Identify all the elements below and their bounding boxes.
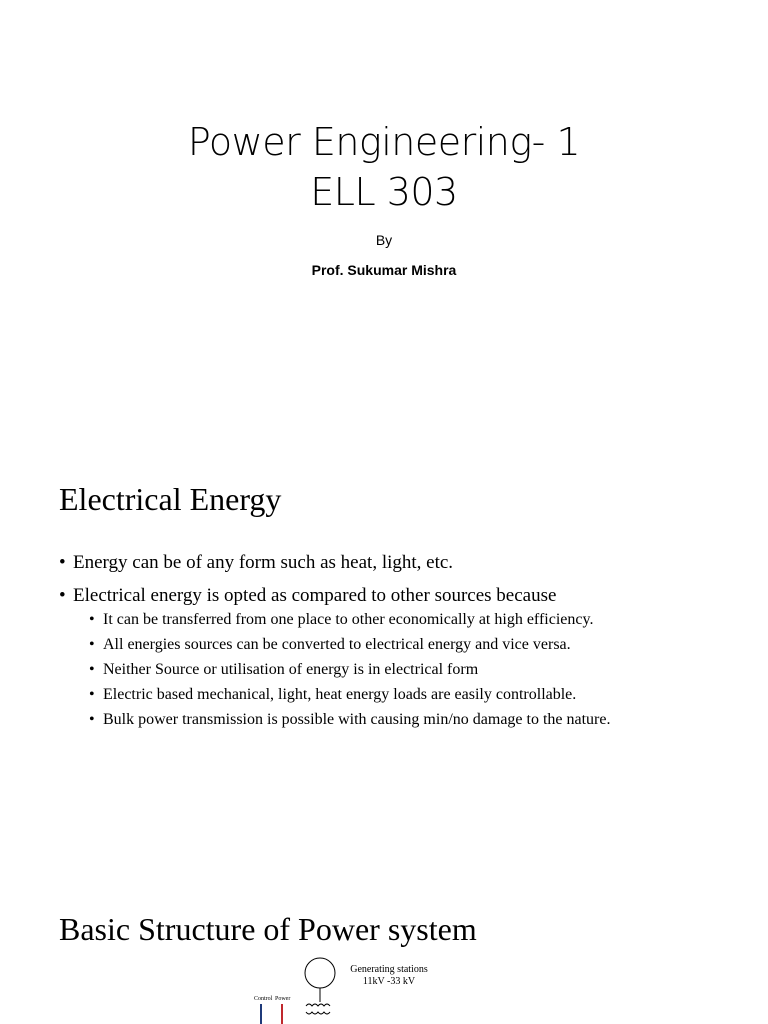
bullet-text: Electrical energy is opted as compared to other sources because <box>73 585 557 606</box>
bullet-item: • Energy can be of any form such as heat, light, etc. <box>59 551 719 575</box>
sub-bullet-item: • All energies sources can be converted to electrical energy and vice versa. <box>89 634 683 656</box>
power-label: Power <box>275 996 291 1002</box>
sub-bullet-item: • It can be transferred from one place to other economically at high efficiency. <box>89 609 683 631</box>
electrical-energy-slide <box>0 432 768 864</box>
slide-heading: Electrical Energy <box>59 481 282 517</box>
bullet-list <box>59 551 719 740</box>
title-slide <box>0 0 768 432</box>
generating-label-voltage: 11kV -33 kV <box>362 976 416 987</box>
control-label: Control <box>254 996 273 1002</box>
by-label: By <box>375 232 393 248</box>
sub-bullet-item: • Bulk power transmission is possible with causing min/no damage to the nature. <box>89 709 683 731</box>
author-name: Prof. Sukumar Mishra <box>311 262 457 278</box>
course-code: ELL 303 <box>310 170 458 214</box>
bullet-item <box>59 584 719 731</box>
slide-heading: Basic Structure of Power system <box>59 911 477 947</box>
generating-stations-label <box>344 964 434 988</box>
power-system-structure-slide <box>0 864 768 1024</box>
sub-bullet-item: • Neither Source or utilisation of energy is in electrical form <box>89 659 683 681</box>
generator-symbol <box>305 958 335 988</box>
sub-bullet-list <box>73 609 719 731</box>
course-title: Power Engineering- 1 <box>187 120 581 164</box>
transformer-coil-secondary <box>306 1012 330 1014</box>
power-system-diagram <box>240 956 500 1024</box>
sub-bullet-item: • Electric based mechanical, light, heat energy loads are easily controllable. <box>89 684 683 706</box>
transformer-coil-primary <box>306 1004 330 1006</box>
generating-label-title: Generating stations <box>350 964 428 975</box>
